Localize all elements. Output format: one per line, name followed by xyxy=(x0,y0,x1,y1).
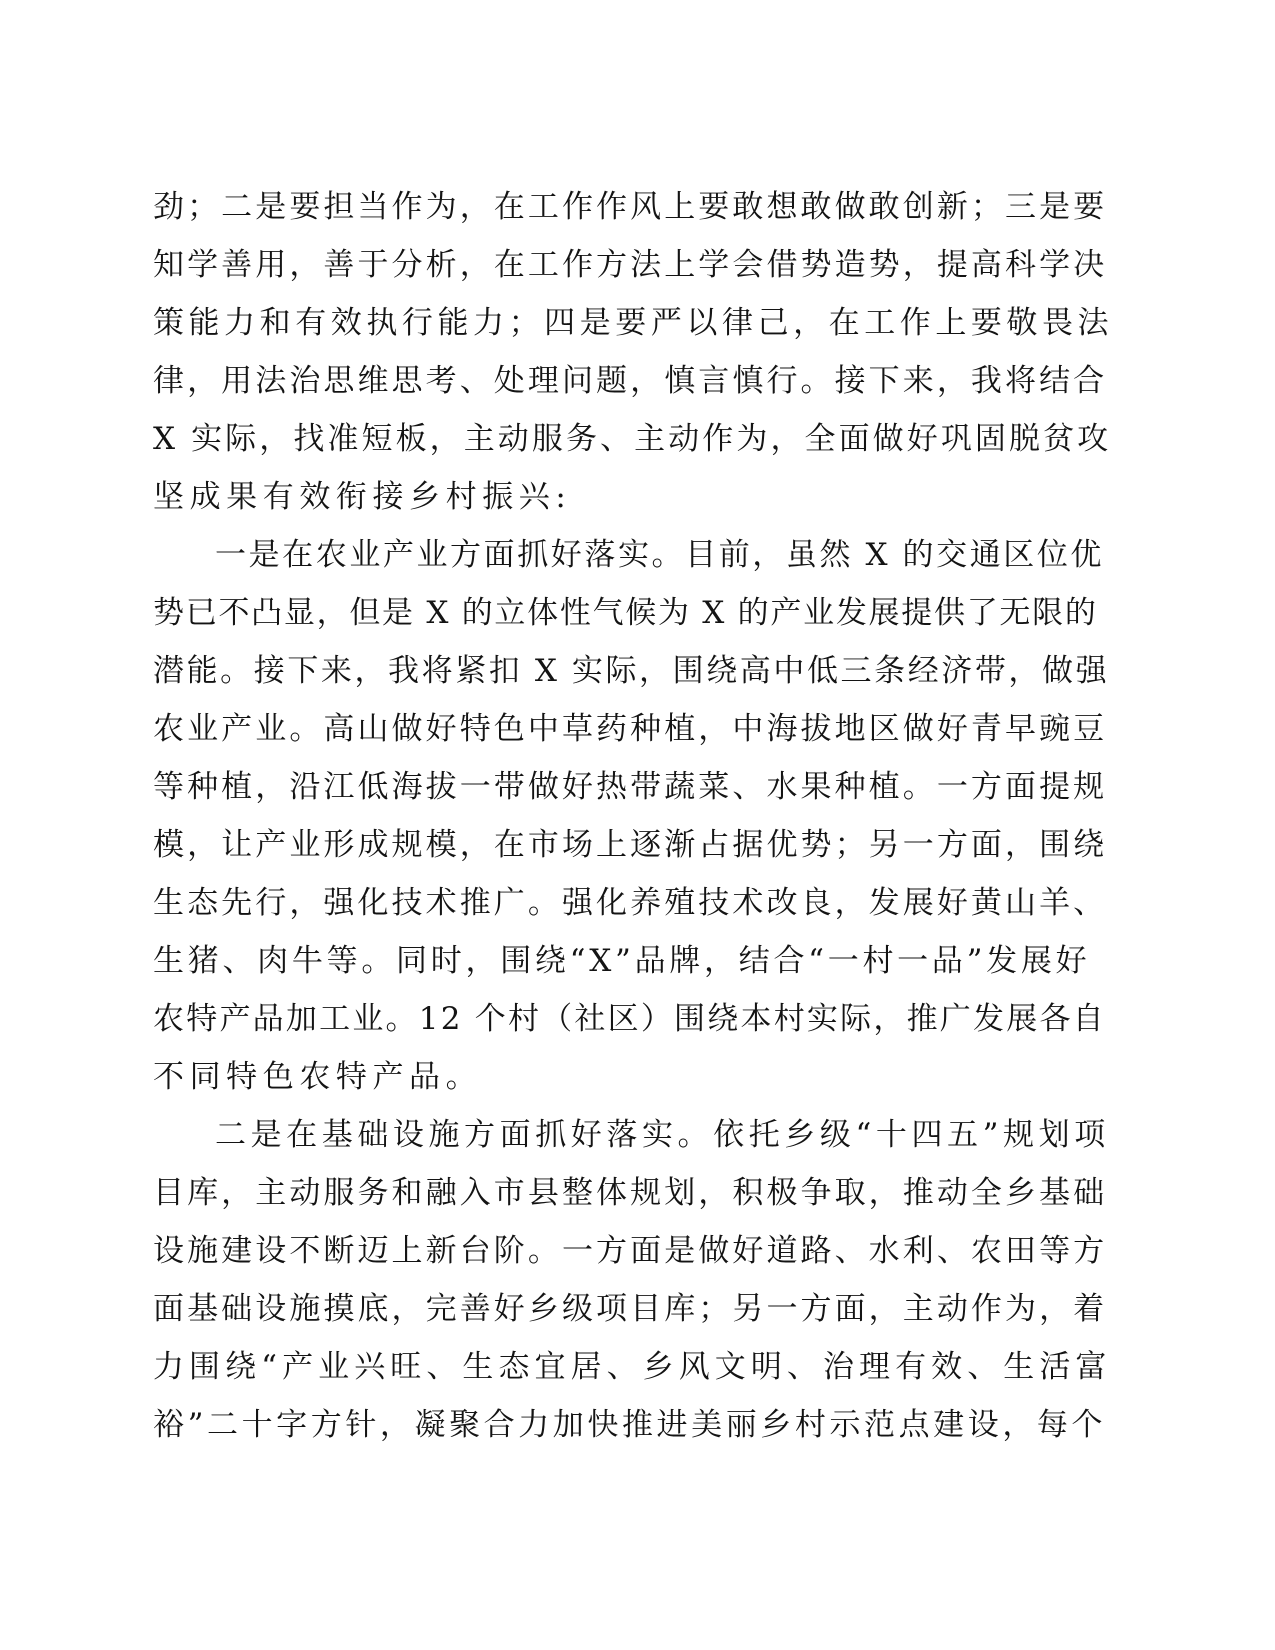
text-line: 不同特色农特产品。 xyxy=(153,1059,483,1095)
body-text xyxy=(153,178,1113,1454)
text-line: 面基础设施摸底，完善好乡级项目库；另一方面，主动作为，着 xyxy=(153,1291,1108,1327)
text-line: 力围绕“产业兴旺、生态宜居、乡风文明、治理有效、生活富 xyxy=(153,1349,1112,1385)
text-line: 等种植，沿江低海拔一带做好热带蔬菜、水果种植。一方面提规 xyxy=(153,769,1108,805)
paragraph-start-line: 一是在农业产业方面抓好落实。目前，虽然 X 的交通区位优 xyxy=(215,537,1105,573)
text-line: 设施建设不断迈上新台阶。一方面是做好道路、水利、农田等方 xyxy=(153,1233,1108,1269)
text-line: 知学善用，善于分析，在工作方法上学会借势造势，提高科学决 xyxy=(153,247,1108,283)
text-line: 农特产品加工业。12 个村（社区）围绕本村实际，推广发展各自 xyxy=(153,1001,1106,1037)
text-line: 潜能。接下来，我将紧扣 X 实际，围绕高中低三条经济带，做强 xyxy=(153,653,1110,689)
text-line: 目库，主动服务和融入市县整体规划，积极争取，推动全乡基础 xyxy=(153,1175,1108,1211)
text-line: 势已不凸显，但是 X 的立体性气候为 X 的产业发展提供了无限的 xyxy=(153,595,1098,631)
text-line: 律，用法治思维思考、处理问题，慎言慎行。接下来，我将结合 xyxy=(153,363,1108,399)
text-line: 策能力和有效执行能力；四是要严以律己，在工作上要敬畏法 xyxy=(153,305,1114,341)
text-line: 裕”二十字方针，凝聚合力加快推进美丽乡村示范点建设，每个 xyxy=(153,1407,1107,1443)
text-line: 劲；二是要担当作为，在工作作风上要敢想敢做敢创新；三是要 xyxy=(153,189,1108,225)
text-line: 模，让产业形成规模，在市场上逐渐占据优势；另一方面，围绕 xyxy=(153,827,1108,863)
text-line: 生态先行，强化技术推广。强化养殖技术改良，发展好黄山羊、 xyxy=(153,885,1108,921)
text-line: X 实际，找准短板，主动服务、主动作为，全面做好巩固脱贫攻 xyxy=(153,421,1112,457)
text-line: 坚成果有效衔接乡村振兴: xyxy=(153,479,572,515)
text-line: 生猪、肉牛等。同时，围绕“X”品牌，结合“一村一品”发展好 xyxy=(153,943,1091,979)
paragraph-start-line: 二是在基础设施方面抓好落实。依托乡级“十四五”规划项 xyxy=(215,1117,1110,1153)
text-line: 农业产业。高山做好特色中草药种植，中海拔地区做好青早豌豆 xyxy=(153,711,1108,747)
